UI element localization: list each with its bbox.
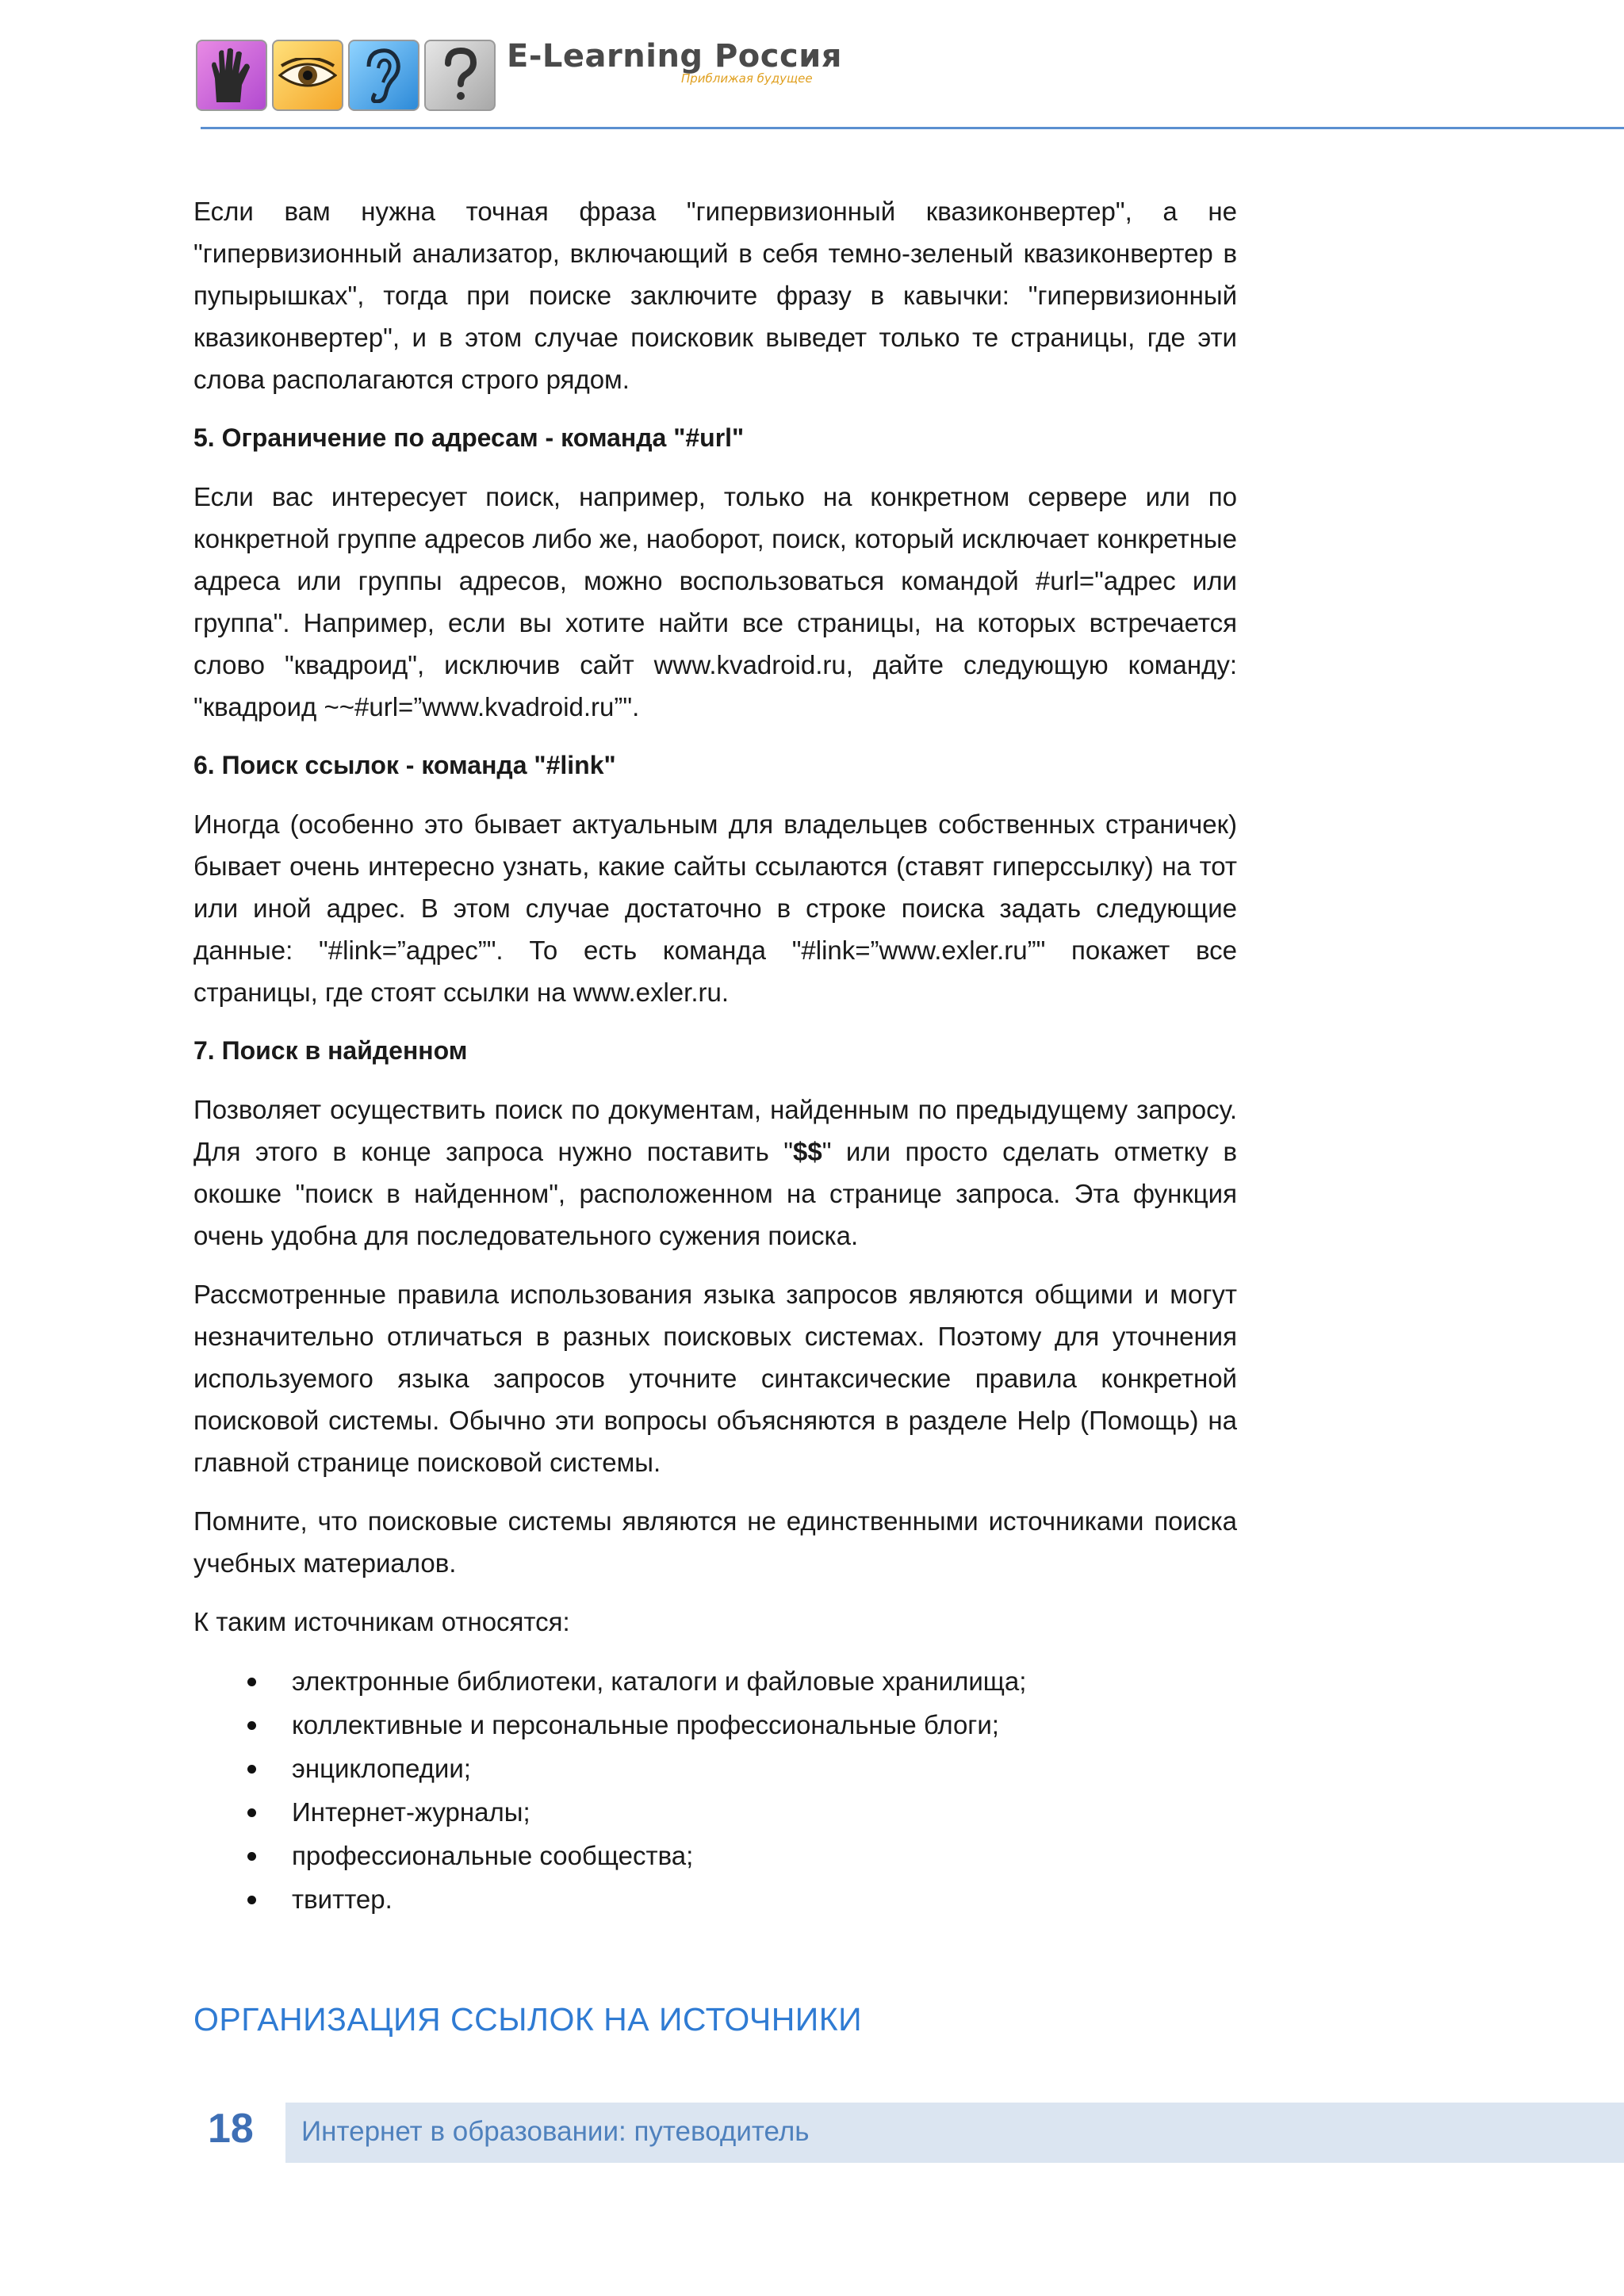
ear-icon: [348, 40, 419, 111]
list-item: электронные библиотеки, каталоги и файловые хранилища;: [193, 1659, 1237, 1703]
text-run: " или просто сделать отметку в окошке "поиск в найденном", расположенном на странице запроса. Эта функция очень удобна для последовательного сужения поиска.: [193, 1137, 1237, 1250]
page-content: [193, 190, 1237, 1921]
brand-subtitle: Приближая будущее: [681, 71, 813, 86]
brand-logo: [507, 38, 842, 86]
question-icon: [424, 40, 496, 111]
brand-title: E-Learning Россия: [507, 38, 842, 75]
paragraph: Если вас интересует поиск, например, только на конкретном сервере или по конкретной группе адресов либо же, наоборот, поиск, который исключает конкретные адреса или группы адресов, можно воспользоваться командой #url="адрес или группа". Например, если вы хотите найти все страницы, на которых встречается слово "квадроид", исключив сайт www.kvadroid.ru, дайте следующую команду: "квадроид ~~#url=”www.kvadroid.ru”".: [193, 482, 1237, 721]
page-header: [196, 40, 1623, 119]
section-heading-7: 7. Поиск в найденном: [193, 1036, 468, 1065]
list-item: профессиональные сообщества;: [193, 1834, 1237, 1877]
list-item: коллективные и персональные профессиональные блоги;: [193, 1703, 1237, 1747]
section-heading-5: 5. Ограничение по адресам - команда "#url": [193, 423, 745, 452]
paragraph: Иногда (особенно это бывает актуальным для владельцев собственных страничек) бывает очень интересно узнать, какие сайты ссылаются (ставят гиперссылку) на тот или иной адрес. В этом случае достаточно в строке поиска задать следующие данные: "#link=”адрес”". То есть команда "#link=”www.exler.ru”" покажет все страницы, где стоят ссылки на www.exler.ru.: [193, 809, 1237, 1007]
page-number: 18: [208, 2106, 254, 2152]
footer-bar: [285, 2103, 1624, 2163]
text-run: Позволяет осуществить поиск по документам, найденным по предыдущему запросу. Для этого в конце запроса нужно поставить ": [193, 1095, 1237, 1166]
paragraph: Рассмотренные правила использования языка запросов являются общими и могут незначительно отличаться в разных поисковых системах. Поэтому для уточнения используемого языка запросов уточните синтаксические правила конкретной поисковой системы. Обычно эти вопросы объясняются в разделе Help (Помощь) на главной странице поисковой системы.: [193, 1280, 1237, 1477]
list-item: энциклопедии;: [193, 1747, 1237, 1790]
chapter-heading: ОРГАНИЗАЦИЯ ССЫЛОК НА ИСТОЧНИКИ: [193, 2001, 863, 2038]
paragraph: [193, 1089, 1237, 1257]
list-item: твиттер.: [193, 1877, 1237, 1921]
footer-title: Интернет в образовании: путеводитель: [301, 2116, 810, 2147]
bold-text: $$: [793, 1137, 822, 1166]
logo-icons: [196, 40, 496, 111]
header-divider: [201, 127, 1624, 129]
section-heading-6: 6. Поиск ссылок - команда "#link": [193, 751, 616, 779]
paragraph: К таким источникам относятся:: [193, 1607, 570, 1636]
eye-icon: [272, 40, 343, 111]
list-item: Интернет-журналы;: [193, 1790, 1237, 1834]
paragraph: Помните, что поисковые системы являются не единственными источниками поиска учебных материалов.: [193, 1506, 1237, 1578]
sources-list: [193, 1659, 1237, 1921]
hand-icon: [196, 40, 267, 111]
paragraph: Если вам нужна точная фраза "гипервизионный квазиконвертер", а не "гипервизионный анализатор, включающий в себя темно-зеленый квазиконвертер в пупырышках", тогда при поиске заключите фразу в кавычки: "гипервизионный квазиконвертер", и в этом случае поисковик выведет только те страницы, где эти слова располагаются строго рядом.: [193, 197, 1237, 394]
